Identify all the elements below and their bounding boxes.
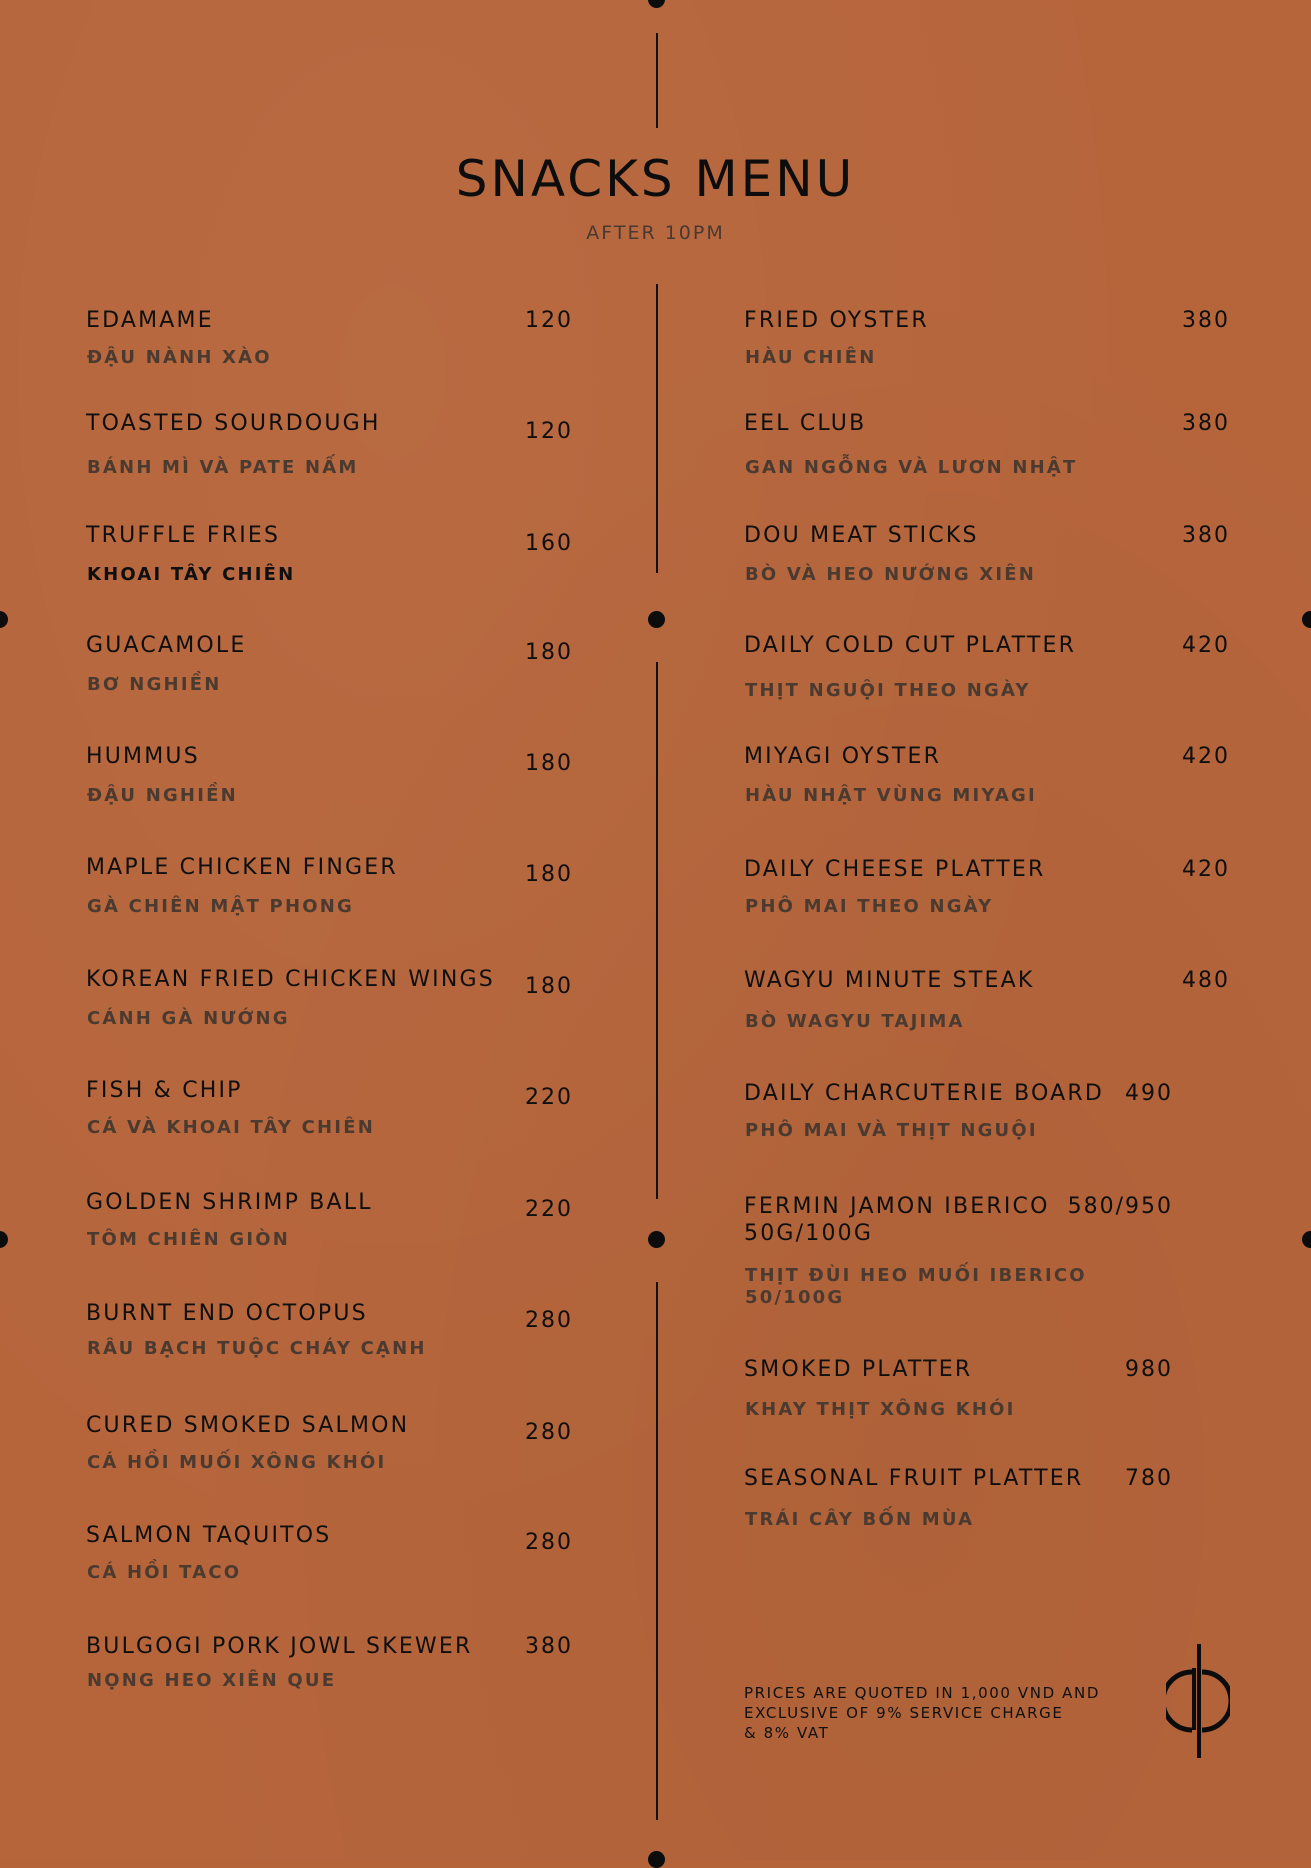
item-price: 380 [1182, 523, 1230, 548]
page-title: SNACKS MENU [455, 150, 856, 208]
top-center-dot [648, 0, 665, 8]
item-price: 980 [1125, 1357, 1173, 1382]
item-price: 380 [1182, 411, 1230, 436]
dp-monogram-icon [1166, 1642, 1230, 1760]
item-price: 780 [1125, 1466, 1173, 1491]
item-description: ĐẬU NÀNH XÀO [87, 347, 272, 368]
item-description: CÁ HỒI MUỐI XÔNG KHÓI [87, 1452, 387, 1473]
item-description: HÀU NHẬT VÙNG MIYAGI [745, 785, 1037, 806]
item-name: DOU MEAT STICKS [744, 523, 979, 548]
item-name: GUACAMOLE [86, 633, 247, 658]
item-name: TOASTED SOURDOUGH [86, 411, 381, 436]
item-description: THỊT ĐÙI HEO MUỐI IBERICO [745, 1265, 1087, 1286]
item-price: 280 [525, 1308, 573, 1333]
item-description: KHAY THỊT XÔNG KHÓI [745, 1399, 1016, 1420]
item-price: 380 [1182, 308, 1230, 333]
price-note [744, 1683, 1124, 1743]
item-price: 420 [1182, 857, 1230, 882]
item-name: HUMMUS [86, 744, 200, 769]
page-subtitle: AFTER 10PM [586, 222, 725, 244]
item-name: CURED SMOKED SALMON [86, 1413, 410, 1438]
item-description: CÁNH GÀ NƯỚNG [87, 1008, 290, 1029]
item-description: CÁ HỒI TACO [87, 1562, 242, 1583]
item-price: 160 [525, 531, 573, 556]
item-price: 580/950 [1067, 1194, 1173, 1219]
item-description: NỌNG HEO XIÊN QUE [87, 1670, 337, 1691]
item-name: SMOKED PLATTER [744, 1357, 973, 1382]
price-note-line-1: PRICES ARE QUOTED IN 1,000 VND AND [744, 1684, 1100, 1702]
item-description: GÀ CHIÊN MẬT PHONG [87, 896, 354, 917]
item-name: MAPLE CHICKEN FINGER [86, 855, 398, 880]
item-description: PHÔ MAI THEO NGÀY [745, 896, 994, 917]
item-price: 220 [525, 1197, 573, 1222]
column-divider-dot-2 [648, 1231, 665, 1248]
column-divider-line-3 [656, 1282, 658, 1820]
item-description: GAN NGỖNG VÀ LƯƠN NHẬT [745, 457, 1078, 478]
right-edge-dot-1 [1302, 611, 1311, 628]
item-description: BÒ WAGYU TAJIMA [745, 1011, 965, 1032]
price-note-line-2: EXCLUSIVE OF 9% SERVICE CHARGE [744, 1704, 1064, 1722]
item-name: MIYAGI OYSTER [744, 744, 942, 769]
item-description: THỊT NGUỘI THEO NGÀY [745, 680, 1031, 701]
item-price: 420 [1182, 633, 1230, 658]
column-divider-dot-1 [648, 611, 665, 628]
item-name: KOREAN FRIED CHICKEN WINGS [86, 967, 495, 992]
item-price: 480 [1182, 968, 1230, 993]
item-price: 180 [525, 862, 573, 887]
item-name: FRIED OYSTER [744, 308, 929, 333]
item-price: 280 [525, 1530, 573, 1555]
item-name: DAILY COLD CUT PLATTER [744, 633, 1077, 658]
item-price: 120 [525, 308, 573, 333]
item-price: 180 [525, 974, 573, 999]
item-description: TRÁI CÂY BỐN MÙA [745, 1509, 975, 1530]
item-name: FISH & CHIP [86, 1078, 243, 1103]
item-name: DAILY CHARCUTERIE BOARD [744, 1081, 1104, 1106]
item-description: BÁNH MÌ VÀ PATE NẤM [87, 457, 359, 478]
item-name: TRUFFLE FRIES [86, 523, 281, 548]
item-name: GOLDEN SHRIMP BALL [86, 1190, 373, 1215]
item-description: KHOAI TÂY CHIÊN [87, 564, 296, 585]
column-divider-line-1 [656, 284, 658, 573]
item-price: 380 [525, 1634, 573, 1659]
item-description: PHÔ MAI VÀ THỊT NGUỘI [745, 1120, 1038, 1141]
item-price: 420 [1182, 744, 1230, 769]
item-price: 120 [525, 419, 573, 444]
item-name: WAGYU MINUTE STEAK [744, 968, 1035, 993]
item-description: ĐẬU NGHIỀN [87, 785, 238, 806]
item-description: RÂU BẠCH TUỘC CHÁY CẠNH [87, 1338, 427, 1359]
item-name: DAILY CHEESE PLATTER [744, 857, 1046, 882]
left-edge-dot-1 [0, 611, 8, 628]
item-name: EEL CLUB [744, 411, 867, 436]
header-divider-line [656, 33, 658, 128]
column-divider-line-2 [656, 662, 658, 1199]
item-description: CÁ VÀ KHOAI TÂY CHIÊN [87, 1117, 375, 1138]
item-description: TÔM CHIÊN GIÒN [87, 1229, 290, 1250]
item-description: HÀU CHIÊN [745, 347, 877, 368]
item-name: SALMON TAQUITOS [86, 1523, 332, 1548]
item-name: EDAMAME [86, 308, 214, 333]
item-price: 180 [525, 751, 573, 776]
item-name: FERMIN JAMON IBERICO [744, 1194, 1050, 1219]
item-price: 490 [1125, 1081, 1173, 1106]
item-price: 220 [525, 1085, 573, 1110]
item-price: 180 [525, 640, 573, 665]
right-edge-dot-2 [1302, 1231, 1311, 1248]
item-name-line-2: 50G/100G [744, 1221, 874, 1246]
item-description: BÒ VÀ HEO NƯỚNG XIÊN [745, 564, 1036, 585]
left-edge-dot-2 [0, 1231, 8, 1248]
item-name: SEASONAL FRUIT PLATTER [744, 1466, 1084, 1491]
item-description-line-2: 50/100G [745, 1287, 845, 1308]
item-price: 280 [525, 1420, 573, 1445]
item-name: BULGOGI PORK JOWL SKEWER [86, 1634, 473, 1659]
item-name: BURNT END OCTOPUS [86, 1301, 368, 1326]
item-description: BƠ NGHIỀN [87, 674, 222, 695]
price-note-line-3: & 8% VAT [744, 1724, 830, 1742]
